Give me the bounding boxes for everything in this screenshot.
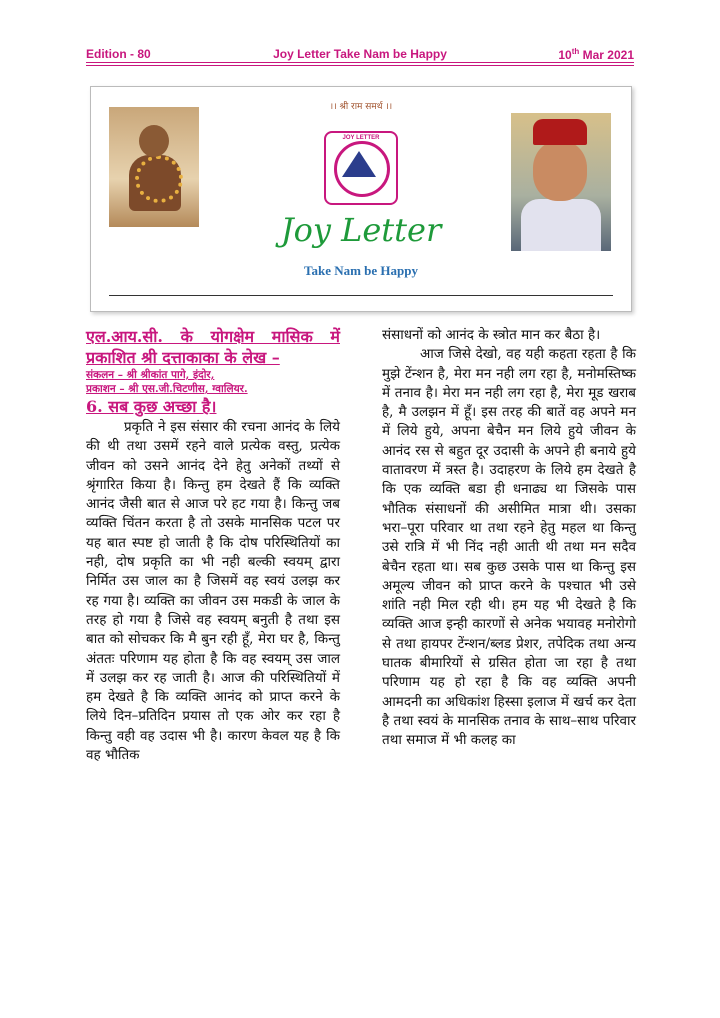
compiled-by: संकलन – श्री श्रीकांत पागे, इंदोर, [86, 369, 215, 381]
joy-letter-wordmark: Joy Letter [280, 211, 442, 249]
newsletter-title: Joy Letter Take Nam be Happy [273, 47, 447, 61]
tagline: Take Nam be Happy [303, 263, 419, 278]
page-header [86, 44, 634, 64]
joy-letter-logo: JOY LETTER [324, 131, 398, 205]
sri-ram-text: ।। श्री राम समर्थ ।। [329, 102, 393, 112]
left-column [86, 326, 340, 765]
body-paragraph: आज जिसे देखो, वह यही कहता रहता है कि मुझे टेंन्शन है, मेरा मन नही लग रहा है, मनोमस्तिष्क में तनाव है। मेरा मन नही लग रहा है, मेरा मूड खराब है, मै उलझन में हूँ। इस तरह की बातें वह अपने मन में लिये हुये, अपना बेचैन मन लिये हुये जीवन के आनंद रस से बहुत दूर उदासी के अपने ही बनाये हुये वातावरण में त्रस्त है। उदाहरण के लिये हम देखते है कि एक व्यक्ति बडा ही धनाढ्य था जिसके पास भौतिक संसाधनों की असीमित मात्रा थी। उसका भरा–पूरा परिवार था तथा रहने हेतु महल था किन्तु उसे रात्रि में भी निंद नही आती थी तथा मन सदैव बेचैन रहता था। सब कुछ उसके पास था किन्तु इस अमूल्य जीवन को प्राप्त करने के पश्चात भी उसे शांति नही मिल रही थी। हम यह भी देखते है कि व्यक्ति आज इन्ही कारणों से अनेक भयावह मनोरोगो से तथा हायपर टेंन्शन/ब्लड प्रेशर, तपेदिक तथा अन्य घातक बीमारियों से ग्रसित होता जा रहा है तथा परिणाम यह हो रहा है कि वह व्यक्ति अपनी आमदनी का अधिकांश हिस्सा इलाज में खर्च कर देता है तथा स्वयं के मानसिक तनाव के साथ–साथ परिवार तथा समाज में भी कलह का [382, 346, 636, 749]
body-paragraph: प्रकृति ने इस संसार की रचना आनंद के लिये की थी तथा उसमें रहने वाले प्रत्येक वस्तु, प्रत्येक जीवन को उसने आनंद देने हेतु अनेकों तथ्यों से श्रृंगारित किया है। किन्तु हम देखते हैं कि व्यक्ति आनंद जैसी बात से आज परे हट गया है। किन्तु जब व्यक्ति चिंतन करता है तो उसके मानसिक पटल पर यह बात स्पष्ट हो जाती है कि दोष परिस्थितियों का नही, दोष प्रकृति का भी नही बल्की स्वयम् द्वारा निर्मित उस जाल का है जिसमें वह स्वयं उलझ कर रह गया है। व्यक्ति का जीवन उस मकडी के जाल के तरह हो गया है जिसे वह स्वयम् बनुती है तथा इस बात को सोचकर कि मै बुन रही हूँ, मेरा घर है, किन्तु अंततः परिणाम यह होता है कि वह स्वयम् उस जाल में उलझ कर रह जाती है। आज की परिस्थितियों में हम देखते है कि व्यक्ति आनंद को प्राप्त करने के लिये दिन–प्रतिदिन प्रयास तो एक ओर कर रहा है किन्तु वही वह उदास भी है। कारण केवल यह है कि वह भौतिक [86, 419, 340, 764]
masthead-banner [90, 86, 632, 312]
header-rule-2 [86, 65, 634, 66]
published-by: प्रकाशन – श्री एस.जी.चिटणीस, ग्वालियर. [86, 383, 248, 395]
guru-photo [109, 107, 199, 227]
author-photo [511, 113, 611, 251]
issue-date: 10th Mar 2021 [558, 47, 634, 62]
article-title: एल.आय.सी. के योगक्षेम मासिक में प्रकाशित श्री दत्ताकाका के लेख – [86, 327, 340, 367]
body-paragraph-continued: संसाधनों को आनंद के स्त्रोत मान कर बैठा है। [382, 327, 601, 343]
right-column [382, 326, 636, 751]
header-rule [86, 62, 634, 63]
banner-rule [109, 295, 613, 296]
section-heading: 6. सब कुछ अच्छा है। [86, 397, 217, 416]
edition-label: Edition - 80 [86, 47, 151, 61]
